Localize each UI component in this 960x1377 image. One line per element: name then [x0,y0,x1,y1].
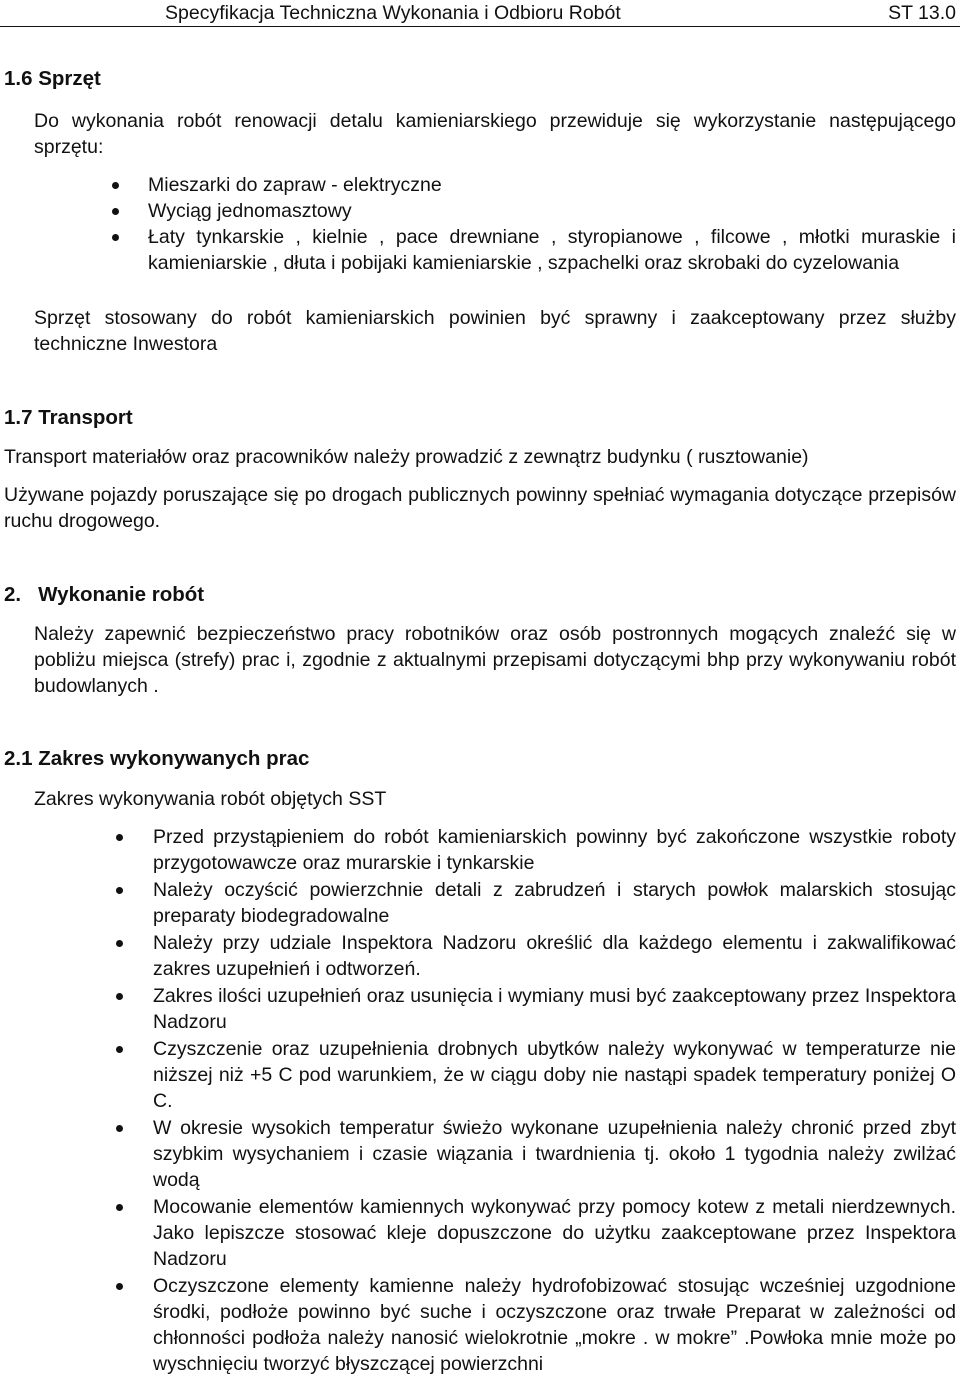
list-item: Mocowanie elementów kamiennych wykonywać przy pomocy kotew z metali nierdzewnych. Jako lepiszcze stosować kleje dopuszczone do użytku zaakceptowane przez Inspektora Nadzoru [0,1194,960,1272]
section-heading-2: 2. Wykonanie robót [4,583,205,606]
list-item: Czyszczenie oraz uzupełnienia drobnych ubytków należy wykonywać w temperaturze nie niższej niż +5 C pod warunkiem, że w ciągu doby nie nastąpi spadek temperatury poniżej O C. [0,1036,960,1114]
section-2-1-intro: Zakres wykonywania robót objętych SST [34,788,387,810]
bullet-icon [116,834,123,841]
list-item: Należy oczyścić powierzchnie detali z zabrudzeń i starych powłok malarskich stosując preparaty biodegradowalne [0,877,960,929]
list-item: Zakres ilości uzupełnień oraz usunięcia i wymiany musi być zaakceptowany przez Inspektora Nadzoru [0,983,960,1035]
section-1-7-paragraph-2: Używane pojazdy poruszające się po drogach publicznych powinny spełniać wymagania dotyczące przepisów ruchu drogowego. [4,484,956,532]
section-heading-1-7: 1.7 Transport [4,406,133,429]
bullet-icon [116,887,123,894]
section-1-7-paragraph-1: Transport materiałów oraz pracowników należy prowadzić z zewnątrz budynku ( rusztowanie) [4,446,809,468]
section-heading-2-1: 2.1 Zakres wykonywanych prac [4,747,310,770]
list-item: Należy przy udziale Inspektora Nadzoru określić dla każdego elementu i zakwalifikować zakres uzupełnień i odtworzeń. [0,930,960,982]
list-item: W okresie wysokich temperatur świeżo wykonane uzupełnienia należy chronić przed zbyt szybkim wysychaniem i czasie wiązania i twardnienia tj. około 1 tygodnia należy zwilżać wodą [0,1115,960,1193]
section-heading-1-6: 1.6 Sprzęt [4,67,101,90]
document-title: Specyfikacja Techniczna Wykonania i Odbioru Robót [165,2,621,24]
list-item: Przed przystąpieniem do robót kamieniarskich powinny być zakończone wszystkie roboty przygotowawcze oraz murarskie i tynkarskie [0,824,960,876]
document-code: ST 13.0 [888,2,956,24]
section-1-6-intro: Do wykonania robót renowacji detalu kamieniarskiego przewiduje się wykorzystanie następującego sprzętu: [34,110,956,158]
scope-of-work-list [0,824,960,1377]
bullet-icon [112,234,119,241]
bullet-icon [112,182,119,189]
list-item: Mieszarki do zapraw - elektryczne [0,172,960,198]
bullet-icon [116,1046,123,1053]
section-1-6-outro: Sprzęt stosowany do robót kamieniarskich powinien być sprawny i zaakceptowany przez służby techniczne Inwestora [34,307,956,355]
bullet-icon [116,1204,123,1211]
bullet-icon [116,993,123,1000]
equipment-list [0,172,960,276]
bullet-icon [116,1283,123,1290]
list-item: Łaty tynkarskie , kielnie , pace drewniane , styropianowe , filcowe , młotki muraskie i kamieniarskie , dłuta i pobijaki kamieniarskie , szpachelki oraz skrobaki do cyzelowania [0,224,960,276]
bullet-icon [116,940,123,947]
section-2-paragraph: Należy zapewnić bezpieczeństwo pracy robotników oraz osób postronnych mogących znaleźć się w pobliżu miejsca (strefy) prac i, zgodnie z aktualnymi przepisami dotyczącymi bhp przy wykonywaniu robót budowlanych . [34,623,956,697]
list-item: Oczyszczone elementy kamienne należy hydrofobizować stosując wcześniej uzgodnione środki, podłoże powinno być suche i oczyszczone oraz trwałe Preparat w zależności od chłonności podłoża należy nanosić wielokrotnie „mokre . w mokre” .Powłoka mnie może po wyschnięciu tworzyć błyszczącej powierzchni [0,1273,960,1377]
header-divider [0,26,960,27]
list-item: Wyciąg jednomasztowy [0,198,960,224]
bullet-icon [112,208,119,215]
bullet-icon [116,1125,123,1132]
page-header [0,0,960,30]
